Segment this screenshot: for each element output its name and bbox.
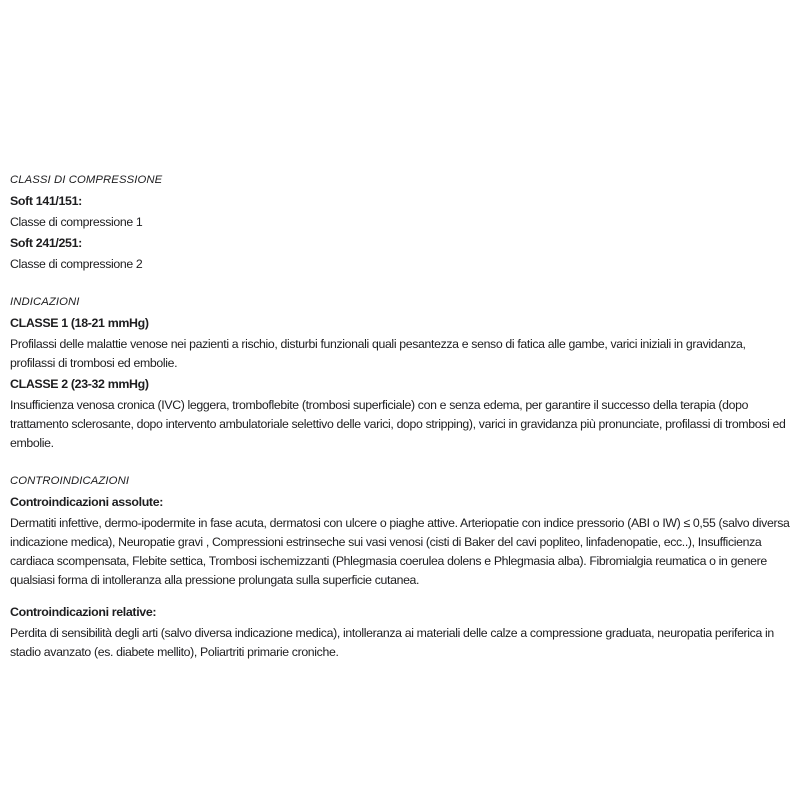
product-info-document xyxy=(10,171,791,664)
item-label-relative-contraindications: Controindicazioni relative: xyxy=(10,605,157,619)
item-text-compression-class-1: Classe di compressione 1 xyxy=(10,215,143,229)
item-text-absolute-contraindications: Dermatiti infettive, dermo-ipodermite in fase acuta, dermatosi con ulcere o piaghe attive. Arteriopatie con indice pressorio (ABI o IW) ≤ 0,55 (salvo diversa indicazione medica), Neuropatie gravi , Compressioni estrinseche sui vasi venosi (cisti di Baker del cavi popliteo, linfadenopatie, ecc..), Insufficienza cardiaca scompensata, Flebite settica, Trombosi ischemizzanti (Phlegmasia coerulea dolens e Phlegmasia alba). Fibromialgia reumatica o in genere qualsiasi forma di intolleranza alla pressione prolungata sulla superficie cutanea. xyxy=(10,516,790,587)
section-heading: INDICAZIONI xyxy=(10,296,80,308)
item-text-class-1-indications: Profilassi delle malattie venose nei pazienti a rischio, disturbi funzionali quali pesantezza e senso di fatica alle gambe, varici iniziali in gravidanza, profilassi di trombosi ed embolie. xyxy=(10,337,746,370)
item-label-soft-141-151: Soft 141/151: xyxy=(10,194,82,208)
section-compression-classes xyxy=(10,171,791,274)
item-text-compression-class-2: Classe di compressione 2 xyxy=(10,257,143,271)
section-contraindications xyxy=(10,472,791,662)
item-text-relative-contraindications: Perdita di sensibilità degli arti (salvo diversa indicazione medica), intolleranza ai materiali delle calze a compressione graduata, neuropatia periferica in stadio avanzato (es. diabete mellito), Poliartriti primarie croniche. xyxy=(10,626,774,659)
section-heading: CLASSI DI COMPRESSIONE xyxy=(10,174,163,186)
section-indications xyxy=(10,293,791,453)
item-label-soft-241-251: Soft 241/251: xyxy=(10,236,82,250)
item-label-absolute-contraindications: Controindicazioni assolute: xyxy=(10,495,164,509)
section-heading: CONTROINDICAZIONI xyxy=(10,475,130,487)
item-label-class-1: CLASSE 1 (18-21 mmHg) xyxy=(10,316,149,330)
item-label-class-2: CLASSE 2 (23-32 mmHg) xyxy=(10,377,149,391)
item-text-class-2-indications: Insufficienza venosa cronica (IVC) leggera, tromboflebite (trombosi superficiale) con e senza edema, per garantire il successo della terapia (dopo trattamento sclerosante, dopo intervento ambulatoriale selettivo delle varici, dopo stripping), varici in gravidanza più pronunciate, profilassi di trombosi ed embolie. xyxy=(10,398,786,450)
